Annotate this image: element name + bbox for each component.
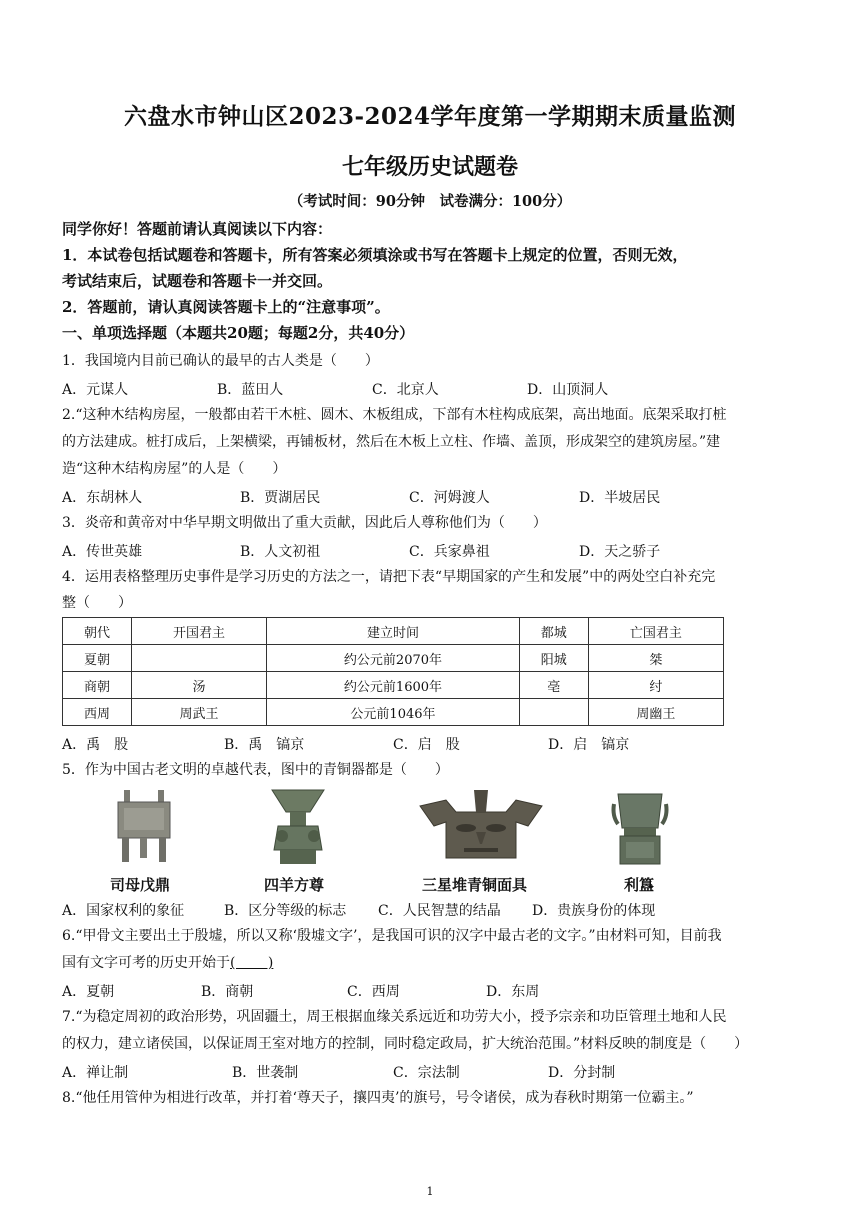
dynasty-table bbox=[62, 617, 724, 726]
option-a[interactable]: A．传世英雄 bbox=[62, 544, 143, 560]
option-c[interactable]: C．启 股 bbox=[393, 737, 460, 753]
table-header-cell: 朝代 bbox=[63, 618, 132, 645]
option-a[interactable]: A．夏朝 bbox=[62, 984, 115, 1000]
question-4-line-2: 整（ ） bbox=[62, 595, 132, 611]
option-d[interactable]: D．山顶洞人 bbox=[527, 382, 609, 398]
option-b[interactable]: B．禹 镐京 bbox=[224, 737, 305, 753]
option-c[interactable]: C．西周 bbox=[347, 984, 400, 1000]
option-b[interactable]: B．贾湖居民 bbox=[240, 490, 321, 506]
table-header-cell: 建立时间 bbox=[267, 618, 520, 645]
table-header-cell: 开国君主 bbox=[131, 618, 266, 645]
question-2-line-1: 2.“这种木结构房屋，一般都由若干木桩、圆木、木板组成，下部有木柱构成底架，高出地面。底架采取打桩 bbox=[62, 407, 727, 423]
figure-caption: 三星堆青铜面具 bbox=[422, 876, 528, 894]
bronze-figures bbox=[62, 786, 802, 896]
option-a[interactable]: A．禅让制 bbox=[62, 1065, 129, 1081]
option-d[interactable]: D．分封制 bbox=[548, 1065, 616, 1081]
table-cell: 约公元前1600年 bbox=[267, 672, 520, 699]
option-c[interactable]: C．宗法制 bbox=[393, 1065, 460, 1081]
table-cell-blank bbox=[519, 699, 588, 726]
option-b[interactable]: B．商朝 bbox=[201, 984, 254, 1000]
table-cell: 公元前1046年 bbox=[267, 699, 520, 726]
table-cell: 汤 bbox=[131, 672, 266, 699]
question-2-line-3: 造“这种木结构房屋”的人是（ ） bbox=[62, 461, 287, 477]
table-cell: 西周 bbox=[63, 699, 132, 726]
table-cell: 桀 bbox=[588, 645, 723, 672]
question-6-line-2 bbox=[62, 954, 802, 972]
question-2-options bbox=[62, 487, 802, 505]
question-1-options bbox=[62, 379, 802, 397]
option-d[interactable]: D．贵族身份的体现 bbox=[532, 903, 656, 919]
question-5-stem: 5．作为中国古老文明的卓越代表，图中的青铜器都是（ ） bbox=[62, 762, 449, 778]
option-b[interactable]: B．人文初祖 bbox=[240, 544, 321, 560]
option-b[interactable]: B．世袭制 bbox=[232, 1065, 299, 1081]
option-b[interactable]: B．区分等级的标志 bbox=[224, 903, 347, 919]
table-cell: 亳 bbox=[519, 672, 588, 699]
question-3-options bbox=[62, 541, 802, 559]
answer-blank[interactable]: ( ) bbox=[230, 955, 274, 971]
figure-caption: 利簋 bbox=[624, 876, 655, 894]
question-7-line-2: 的权力，建立诸侯国，以保证周王室对地方的控制，同时稳定政局，扩大统治范围。”材料反映的制度是（ ） bbox=[62, 1036, 749, 1052]
four-ram-zun-image bbox=[266, 786, 330, 868]
table-header-cell: 都城 bbox=[519, 618, 588, 645]
option-c[interactable]: C．北京人 bbox=[372, 382, 439, 398]
table-cell: 商朝 bbox=[63, 672, 132, 699]
question-7-line-1: 7.“为稳定周初的政治形势，巩固疆土，周王根据血缘关系远近和功劳大小，授予宗亲和功臣管理土地和人民 bbox=[62, 1009, 727, 1025]
table-header-row bbox=[63, 618, 724, 645]
table-header-cell: 亡国君主 bbox=[588, 618, 723, 645]
question-6-options bbox=[62, 981, 802, 999]
table-row bbox=[63, 699, 724, 726]
table-cell: 周武王 bbox=[131, 699, 266, 726]
question-2-line-2: 的方法建成。桩打成后，上架横梁，再铺板材，然后在木板上立柱、作墙、盖顶，形成架空的建筑房屋。”建 bbox=[62, 434, 721, 450]
table-cell: 周幽王 bbox=[588, 699, 723, 726]
instruction-item-1-cont: 考试结束后，试题卷和答题卡一并交回。 bbox=[62, 272, 333, 290]
question-3-stem: 3．炎帝和黄帝对中华早期文明做出了重大贡献，因此后人尊称他们为（ ） bbox=[62, 515, 547, 531]
question-7-options bbox=[62, 1062, 802, 1080]
question-8-line-1: 8.“他任用管仲为相进行改革，并打着‘尊天子，攘四夷’的旗号，号令诸侯，成为春秋时期第一位霸主。” bbox=[62, 1090, 694, 1106]
option-d[interactable]: D．东周 bbox=[486, 984, 540, 1000]
instruction-item-1: 1．本试卷包括试题卷和答题卡，所有答案必须填涂或书写在答题卡上规定的位置，否则无效， bbox=[62, 246, 688, 264]
figure-caption: 四羊方尊 bbox=[264, 876, 325, 894]
question-1-stem: 1．我国境内目前已确认的最早的古人类是（ ） bbox=[62, 353, 379, 369]
simuwu-ding-image bbox=[114, 786, 174, 866]
option-a[interactable]: A．国家权利的象征 bbox=[62, 903, 185, 919]
li-gui-image bbox=[608, 786, 672, 868]
option-a[interactable]: A．元谋人 bbox=[62, 382, 129, 398]
instruction-item-2: 2．答题前，请认真阅读答题卡上的“注意事项”。 bbox=[62, 298, 390, 316]
exam-subtitle: 七年级历史试题卷 bbox=[341, 154, 518, 180]
question-4-line-1: 4．运用表格整理历史事件是学习历史的方法之一，请把下表“早期国家的产生和发展”中的两处空白补充完 bbox=[62, 569, 716, 585]
table-cell: 夏朝 bbox=[63, 645, 132, 672]
option-d[interactable]: D．半坡居民 bbox=[579, 490, 661, 506]
instructions-greeting: 同学你好！答题前请认真阅读以下内容： bbox=[62, 220, 333, 238]
option-c[interactable]: C．人民智慧的结晶 bbox=[378, 903, 501, 919]
figure-caption: 司母戊鼎 bbox=[110, 876, 171, 894]
option-d[interactable]: D．天之骄子 bbox=[579, 544, 661, 560]
question-5-options bbox=[62, 900, 802, 918]
option-c[interactable]: C．河姆渡人 bbox=[409, 490, 490, 506]
question-6-line-1: 6.“甲骨文主要出土于殷墟，所以又称‘殷墟文字’，是我国可识的汉字中最古老的文字。”由材料可知，目前我 bbox=[62, 928, 722, 944]
option-c[interactable]: C．兵家鼻祖 bbox=[409, 544, 490, 560]
table-cell: 纣 bbox=[588, 672, 723, 699]
page-number: 1 bbox=[426, 1185, 434, 1198]
table-cell: 阳城 bbox=[519, 645, 588, 672]
question-4-options bbox=[62, 734, 802, 752]
table-cell: 约公元前2070年 bbox=[267, 645, 520, 672]
table-cell-blank bbox=[131, 645, 266, 672]
option-d[interactable]: D．启 镐京 bbox=[548, 737, 630, 753]
exam-info: （考试时间：90分钟 试卷满分：100分） bbox=[288, 193, 572, 210]
question-6-text: 国有文字可考的历史开始于 bbox=[62, 955, 230, 971]
option-a[interactable]: A．禹 股 bbox=[62, 737, 129, 753]
option-b[interactable]: B．蓝田人 bbox=[217, 382, 284, 398]
sanxingdui-mask-image bbox=[416, 786, 546, 868]
table-row bbox=[63, 672, 724, 699]
exam-title: 六盘水市钟山区2023-2024学年度第一学期期末质量监测 bbox=[123, 103, 737, 130]
section-heading: 一、单项选择题（本题共20题；每题2分，共40分） bbox=[62, 324, 415, 342]
option-a[interactable]: A．东胡林人 bbox=[62, 490, 143, 506]
table-row bbox=[63, 645, 724, 672]
